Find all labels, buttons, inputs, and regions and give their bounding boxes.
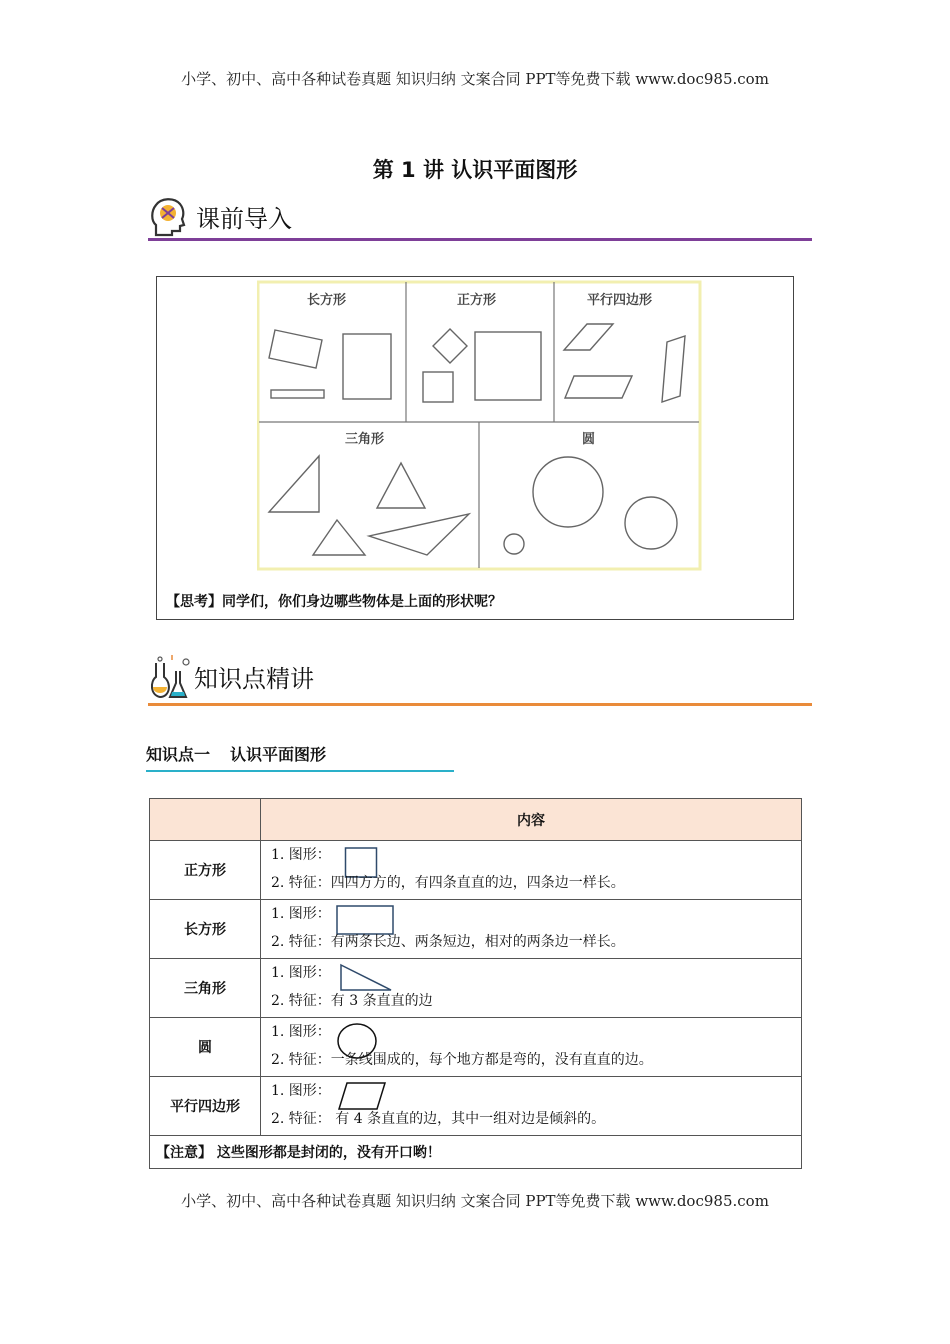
row-name-parallelogram: 平行四边形 [150,1077,261,1136]
row-feature-text: 2. 特征：四四方方的，有四条直直的边，四条边一样长。 [271,875,625,891]
table-header-content: 内容 [261,799,802,841]
head-idea-icon [150,195,186,239]
section-knowledge-label: 知识点精讲 [194,665,314,693]
section-knowledge-header [148,655,812,705]
label-rectangle: 长方形 [307,293,347,308]
section-intro-label: 课前导入 [196,205,292,233]
table-note-row [150,1136,802,1169]
triangle-icon [339,962,395,992]
row-figure-label: 1. 图形： [271,1024,331,1040]
row-name-circle: 圆 [150,1018,261,1077]
row-content-square [261,841,802,900]
table-header-row [150,799,802,841]
think-prompt [166,591,502,611]
table-row [150,841,802,900]
intro-shapes-image [257,280,703,572]
note-tag: 【注意】 [156,1145,212,1161]
row-feature-text: 2. 特征：有 3 条直直的边 [271,993,433,1009]
row-feature-text: 2. 特征：一条线围成的，每个地方都是弯的，没有直直的边。 [271,1052,653,1068]
knowledge-point-title [146,742,326,765]
section-intro-rule [148,238,812,241]
table-row [150,900,802,959]
row-name-rectangle: 长方形 [150,900,261,959]
row-content-parallelogram [261,1077,802,1136]
page-header: 小学、初中、高中各种试卷真题 知识归纳 文案合同 PPT等免费下载 www.doc985.com [181,70,769,88]
section-knowledge-rule [148,703,812,706]
row-name-triangle: 三角形 [150,959,261,1018]
row-name-square: 正方形 [150,841,261,900]
table-note [150,1136,802,1169]
page-footer: 小学、初中、高中各种试卷真题 知识归纳 文案合同 PPT等免费下载 www.doc985.com [181,1192,769,1210]
label-parallelogram: 平行四边形 [587,293,653,308]
table-header-blank [150,799,261,841]
row-feature-text: 2. 特征：有两条长边、两条短边，相对的两条边一样长。 [271,934,625,950]
knowledge-point-name: 认识平面图形 [230,745,327,764]
lab-flask-icon [148,655,192,701]
shapes-table [149,798,802,1169]
section-intro-header [148,193,812,243]
label-triangle: 三角形 [345,432,385,447]
think-tag: 【思考】 [166,594,222,610]
think-text: 同学们，你们身边哪些物体是上面的形状呢？ [222,594,502,610]
page-title: 第 1 讲 认识平面图形 [372,158,578,182]
row-figure-label: 1. 图形： [271,906,331,922]
table-row [150,1018,802,1077]
table-row [150,1077,802,1136]
knowledge-point-label: 知识点一 [146,745,211,764]
intro-shapes-card [156,276,794,620]
table-row [150,959,802,1018]
note-text: 这些图形都是封闭的，没有开口哟！ [212,1145,441,1161]
row-figure-label: 1. 图形： [271,1083,331,1099]
row-feature-text: 2. 特征： 有 4 条直直的边，其中一组对边是倾斜的。 [271,1111,606,1127]
row-content-rectangle [261,900,802,959]
row-figure-label: 1. 图形： [271,965,331,981]
row-content-triangle [261,959,802,1018]
row-content-circle [261,1018,802,1077]
label-square: 正方形 [457,293,497,308]
knowledge-point-rule [146,770,454,772]
label-circle: 圆 [582,432,596,447]
row-figure-label: 1. 图形： [271,847,331,863]
